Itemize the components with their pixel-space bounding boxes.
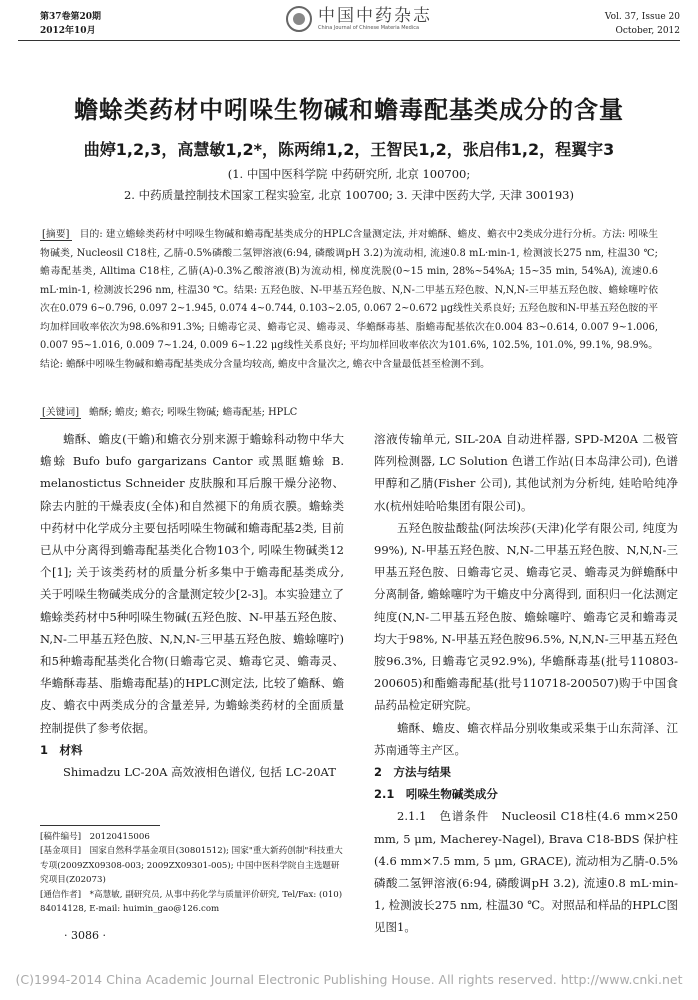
date-cn: 2012年10月: [40, 26, 96, 36]
affiliation-line-1: (1. 中国中医科学院 中药研究所, 北京 100700;: [227, 167, 471, 181]
cnki-watermark: (C)1994-2014 China Academic Journal Electronic Publishing House. All rights reserved. http://www.cnki.net: [15, 972, 683, 987]
keywords: [40, 404, 297, 418]
page-number: · 3086 ·: [64, 929, 106, 942]
abstract-text: 目的: 建立蟾蜍类药材中吲哚生物碱和蟾毒配基类成分的HPLC含量测定法, 并对蟾酥、蟾皮、蟾衣中2类成分进行分析。方法: 吲哚生物碱类, Nucleosil C18柱, 乙腈-0.5%磷酸二氢钾溶液(6:94, 磷酸调pH 3.2)为流动相, 流速0.8 mL·min-1, 检测波长275 nm, 柱温30 ℃; 蟾毒配基类, Alltima C18柱, 乙腈(A)-0.3%乙酸溶液(B)为流动相, 梯度洗脱(0~15 min, 28%~54%A; 15~35 min, 54%A), 流速0.6 mL·min-1, 检测波长296 nm, 柱温30 ℃。结果: 五羟色胺、N-甲基五羟色胺、N,N-二甲基五羟色胺、N,N,N-三甲基五羟色胺、蟾蜍噻咛依次在0.079 6~0.796, 0.097 2~1.945, 0.074 4~0.744, 0.103~2.05, 0.067 2~0.672 μg线性关系良好; 五羟色胺和N-甲基五羟色胺的平均加样回收率依次为98.6%和91.3%; 日蟾毒它灵、蟾毒它灵、蟾毒灵、华蟾酥毒基、脂蟾毒配基依次在0.004 83~0.614, 0.007 9~1.006, 0.007 95~1.016, 0.009 7~1.24, 0.009 6~1.22 μg线性关系良好; 平均加样回收率依次为101.6%, 102.5%, 101.0%, 99.1%, 98.9%。结论: 蟾酥中吲哚生物碱和蟾毒配基类成分含量均较高, 蟾皮中含量次之, 蟾衣中含量最低甚至检测不到。: [40, 229, 658, 370]
chromatographic-conditions-paragraph: 2.1.1 色谱条件 Nucleosil C18柱(4.6 mm×250 mm, 5 μm, Macherey-Nagel), Brava C18-BDS 保护柱(4.6 mm×7.5 mm, 5 μm, GRACE), 流动相为乙腈-0.5%磷酸二氢钾溶液(6:94, 磷酸调pH 3.2), 流速0.8 mL·min-1, 检测波长275 nm, 柱温30 ℃。对照品和样品的HPLC图见图1。: [374, 809, 678, 935]
instruments-paragraph: 溶液传输单元, SIL-20A 自动进样器, SPD-M20A 二极管阵列检测器, LC Solution 色谱工作站(日本岛津公司), 色谱甲醇和乙腈(Fisher 公司), 其他试剂为分析纯, 娃哈哈纯净水(杭州娃哈哈集团有限公司)。: [374, 432, 678, 513]
body-column-left: [40, 428, 344, 783]
date-en: October, 2012: [615, 26, 680, 36]
volume-issue-cn: 第37卷第20期: [40, 12, 102, 22]
footnote-divider: [40, 825, 160, 826]
journal-logo: [286, 6, 432, 32]
keywords-label: [关键词]: [42, 407, 80, 418]
affiliation-line-2: 2. 中药质量控制技术国家工程实验室, 北京 100700; 3. 天津中医药大学, 天津 300193): [123, 188, 574, 202]
body-column-right: [374, 428, 678, 939]
section-heading-materials: 1 材料: [40, 742, 83, 757]
journal-emblem-icon: [286, 6, 312, 32]
intro-paragraph: 蟾酥、蟾皮(干蟾)和蟾衣分别来源于蟾蜍科动物中华大蟾蜍 Bufo bufo gargarizans Cantor 或黑眶蟾蜍 B. melanostictus Schneider 皮肤腺和耳后腺干燥分泌物、除去内脏的干燥表皮(全体)和自然褪下的角质衣膜。蟾蜍类中药材中化学成分主要包括吲哚生物碱和蟾毒配基2类, 目前已从中分离得到蟾毒配基类化合物103个, 吲哚生物碱类12个[1]; 关于该类药材的质量分析多集中于蟾毒配基类成分, 关于吲哚生物碱类成分的含量测定较少[2-3]。本实验建立了蟾蜍类药材中5种吲哚生物碱(五羟色胺、N-甲基五羟色胺、N,N-二甲基五羟色胺、N,N,N-三甲基五羟色胺、蟾蜍噻咛)和5种蟾毒配基类化合物(日蟾毒它灵、蟾毒它灵、蟾毒灵、华蟾酥毒基、脂蟾毒配基)的HPLC测定法, 比较了蟾酥、蟾皮、蟾衣中两类成分的含量差异, 为蟾蜍类药材的全面质量控制提供了参考依据。: [40, 432, 344, 735]
footnote-received: [稿件编号] 20120415006: [40, 832, 150, 842]
volume-issue-en: Vol. 37, Issue 20: [604, 12, 680, 22]
journal-name-en: China Journal of Chinese Materia Medica: [318, 24, 420, 31]
journal-name-cn: 中国中药杂志: [318, 5, 432, 26]
header-divider: [18, 40, 680, 41]
samples-paragraph: 蟾酥、蟾皮、蟾衣样品分别收集或采集于山东菏泽、江苏南通等主产区。: [374, 720, 678, 757]
section-heading-methods: 2 方法与结果: [374, 765, 452, 780]
footnote: [40, 830, 344, 916]
materials-paragraph-start: Shimadzu LC-20A 高效液相色谱仪, 包括 LC-20AT: [63, 765, 336, 780]
footnote-contact: [通信作者] *高慧敏, 副研究员, 从事中药化学与质量评价研究, Tel/Fax: (010) 84014128, E-mail: huimin_gao@126.com: [40, 889, 343, 915]
abstract-label: [摘要]: [42, 229, 70, 240]
abstract: [40, 226, 658, 374]
keywords-text: 蟾酥; 蟾皮; 蟾衣; 吲哚生物碱; 蟾毒配基; HPLC: [89, 407, 298, 418]
paper-title: 蟾蜍类药材中吲哚生物碱和蟾毒配基类成分的含量: [74, 96, 624, 124]
header-right: [605, 10, 680, 38]
subsection-heading-alkaloids: 2.1 吲哚生物碱类成分: [374, 787, 498, 802]
reference-standards-paragraph: 五羟色胺盐酸盐(阿法埃莎(天津)化学有限公司, 纯度为99%), N-甲基五羟色胺、N,N-二甲基五羟色胺、N,N,N-三甲基五羟色胺、日蟾毒它灵、蟾毒它灵、蟾毒灵为鲜蟾酥中分离制备, 蟾蜍噻咛为干蟾皮中分离得到, 面积归一化法测定纯度(N,N-二甲基五羟色胺、蟾蜍噻咛、蟾毒它灵和蟾毒灵均大于98%, N-甲基五羟色胺96.5%, N,N,N-三甲基五羟色胺96.3%, 日蟾毒它灵92.9%), 华蟾酥毒基(批号110803-200605)和酯蟾毒配基(批号110718-200507)购于中国食品药品检定研究院。: [374, 520, 678, 713]
author-list: 曲婷1,2,3，高慧敏1,2*，陈两绵1,2，王智民1,2，张启伟1,2，程翼宇3: [83, 140, 615, 159]
footnote-fund: [基金项目] 国家自然科学基金项目(30801512); 国家"重大新药创制"科技重大专项(2009ZX09308-003; 2009ZX09301-005); 中国中医科学院自主选题研究项目(Z02073): [40, 846, 343, 886]
header-left: [40, 10, 101, 38]
